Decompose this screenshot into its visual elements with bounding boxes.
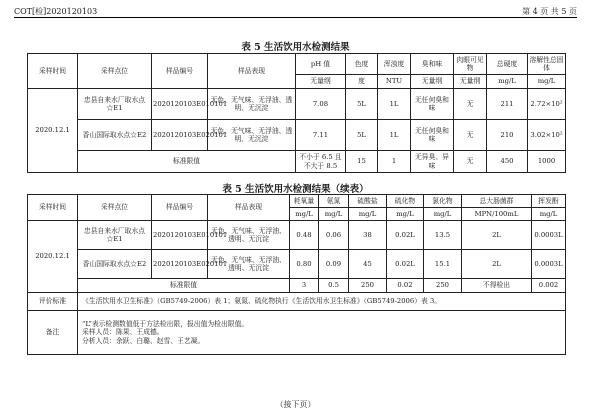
unit-cell: mg/L — [487, 75, 528, 89]
appearance-cell: 无色、无气味、无浮油、透明、无沉淀 — [208, 89, 296, 120]
param-header: 挥发酚 — [532, 195, 566, 208]
code-cell: 2020120103E010101 — [152, 221, 208, 250]
site-cell: 香山国际取水点☆E2 — [78, 120, 152, 151]
param-header: 氯化物 — [424, 195, 462, 208]
doc-number: COT[检]2020120103 — [14, 7, 98, 16]
value-cell: 0.0003L — [532, 250, 566, 279]
value-cell: 3.02×10² — [528, 120, 566, 151]
unit-cell: 无量纲 — [411, 75, 454, 89]
value-cell: 无 — [454, 120, 487, 151]
note-line: “L”表示检测数值低于方法检出限，报出值为检出限值。 — [82, 319, 249, 328]
notes-row — [28, 311, 566, 355]
param-header: 臭和味 — [411, 54, 454, 75]
value-cell: 无任何臭和味 — [411, 89, 454, 120]
value-cell: 1L — [378, 89, 411, 120]
param-header: 总大肠菌群 — [462, 195, 532, 208]
col-header-site: 采样点位 — [78, 195, 152, 221]
code-cell: 2020120103E010101 — [152, 89, 208, 120]
col-header-appearance: 样品表现 — [208, 195, 290, 221]
value-cell: 0.06 — [319, 221, 349, 250]
value-cell: 13.5 — [424, 221, 462, 250]
page-header — [14, 4, 577, 18]
unit-cell: mg/L — [532, 208, 566, 221]
header-rule — [14, 17, 577, 18]
evaluation-text: 《生活饮用水卫生标准》（GB5749-2006）表 1；氨氮、硫化物执行《生活饮用水卫生标准》（GB5749-2006）表 3。 — [78, 293, 566, 311]
unit-cell: mg/L — [424, 208, 462, 221]
param-header: 色度 — [346, 54, 378, 75]
unit-cell: 无量纲 — [296, 75, 346, 89]
col-header-time: 采样时间 — [28, 54, 78, 89]
limit-row — [28, 279, 566, 293]
value-cell: 无 — [454, 89, 487, 120]
limit-cell: 0.002 — [532, 279, 566, 293]
limit-cell: 无 — [454, 151, 487, 173]
col-header-code: 样品编号 — [152, 195, 208, 221]
limit-cell: 1 — [378, 151, 411, 173]
limit-cell: 15 — [346, 151, 378, 173]
limit-cell: 不得检出 — [462, 279, 532, 293]
unit-cell: mg/L — [528, 75, 566, 89]
evaluation-label: 评价标准 — [28, 293, 78, 311]
code-cell: 2020120103E020101 — [152, 120, 208, 151]
unit-cell: mg/L — [290, 208, 319, 221]
table-row — [28, 250, 566, 279]
value-cell: 15.1 — [424, 250, 462, 279]
table1 — [27, 53, 566, 173]
table-row — [28, 120, 566, 151]
sample-date: 2020.12.1 — [28, 89, 78, 173]
limit-cell: 3 — [290, 279, 319, 293]
note-line: 采样人员：陈果、王成德。 — [82, 328, 164, 337]
value-cell: 1L — [378, 120, 411, 151]
sample-date: 2020.12.1 — [28, 221, 78, 293]
appearance-cell: 无色、无气味、无浮油、透明、无沉淀 — [208, 250, 290, 279]
site-cell: 香山国际取水点☆E2 — [78, 250, 152, 279]
unit-cell: 度 — [346, 75, 378, 89]
unit-cell: 无量纲 — [454, 75, 487, 89]
unit-cell: MPN/100mL — [462, 208, 532, 221]
limit-label: 标准限值 — [78, 151, 296, 173]
appearance-cell: 无色、无气味、无浮油、透明、无沉淀 — [208, 120, 296, 151]
value-cell: 38 — [349, 221, 387, 250]
table1-caption: 表 5 生活饮用水检测结果 — [241, 42, 350, 53]
limit-label: 标准限值 — [78, 279, 290, 293]
value-cell: 210 — [487, 120, 528, 151]
col-header-appearance: 样品表现 — [208, 54, 296, 89]
param-header: 硫化物 — [387, 195, 424, 208]
value-cell: 5L — [346, 89, 378, 120]
param-header: 氨氮 — [319, 195, 349, 208]
evaluation-row — [28, 293, 566, 311]
site-cell: 忠县自来水厂取水点☆E1 — [78, 89, 152, 120]
value-cell: 0.02L — [387, 250, 424, 279]
value-cell: 0.48 — [290, 221, 319, 250]
value-cell: 2L — [462, 221, 532, 250]
notes-label: 备注 — [28, 311, 78, 355]
param-header: 浑浊度 — [378, 54, 411, 75]
col-header-site: 采样点位 — [78, 54, 152, 89]
limit-cell: 不小于 6.5 且不大于 8.5 — [296, 151, 346, 173]
code-cell: 2020120103E020101 — [152, 250, 208, 279]
appearance-cell: 无色、无气味、无浮油、透明、无沉淀 — [208, 221, 290, 250]
unit-cell: mg/L — [349, 208, 387, 221]
page-number: 第 4 页 共 5 页 — [522, 7, 577, 16]
param-header: 溶解性总固体 — [528, 54, 566, 75]
limit-cell: 0.5 — [319, 279, 349, 293]
unit-cell: mg/L — [387, 208, 424, 221]
unit-cell: NTU — [378, 75, 411, 89]
value-cell: 45 — [349, 250, 387, 279]
table-row — [28, 89, 566, 120]
value-cell: 2L — [462, 250, 532, 279]
value-cell: 5L — [346, 120, 378, 151]
param-header: 耗氧量 — [290, 195, 319, 208]
site-cell: 忠县自来水厂取水点☆E1 — [78, 221, 152, 250]
value-cell: 7.11 — [296, 120, 346, 151]
param-header: pH 值 — [296, 54, 346, 75]
value-cell: 7.08 — [296, 89, 346, 120]
value-cell: 0.0003L — [532, 221, 566, 250]
note-line: 分析人员：余跃、白璐、赵雪、王艺凝。 — [82, 336, 205, 345]
notes-text — [78, 311, 566, 355]
value-cell: 0.80 — [290, 250, 319, 279]
limit-cell: 无异臭、异味 — [411, 151, 454, 173]
col-header-code: 样品编号 — [152, 54, 208, 89]
limit-cell: 0.02 — [387, 279, 424, 293]
param-header: 硫酸盐 — [349, 195, 387, 208]
value-cell: 0.02L — [387, 221, 424, 250]
limit-cell: 450 — [487, 151, 528, 173]
col-header-time: 采样时间 — [28, 195, 78, 221]
value-cell: 2.72×10² — [528, 89, 566, 120]
unit-cell: mg/L — [319, 208, 349, 221]
limit-cell: 250 — [349, 279, 387, 293]
value-cell: 无任何臭和味 — [411, 120, 454, 151]
param-header: 肉眼可见物 — [454, 54, 487, 75]
limit-row — [28, 151, 566, 173]
limit-cell: 250 — [424, 279, 462, 293]
table2 — [27, 194, 566, 355]
table2-caption: 表 5 生活饮用水检测结果（续表） — [222, 184, 369, 195]
value-cell: 211 — [487, 89, 528, 120]
value-cell: 0.09 — [319, 250, 349, 279]
param-header: 总硬度 — [487, 54, 528, 75]
table-row — [28, 221, 566, 250]
limit-cell: 1000 — [528, 151, 566, 173]
continued-footer: （接下页） — [275, 400, 316, 409]
